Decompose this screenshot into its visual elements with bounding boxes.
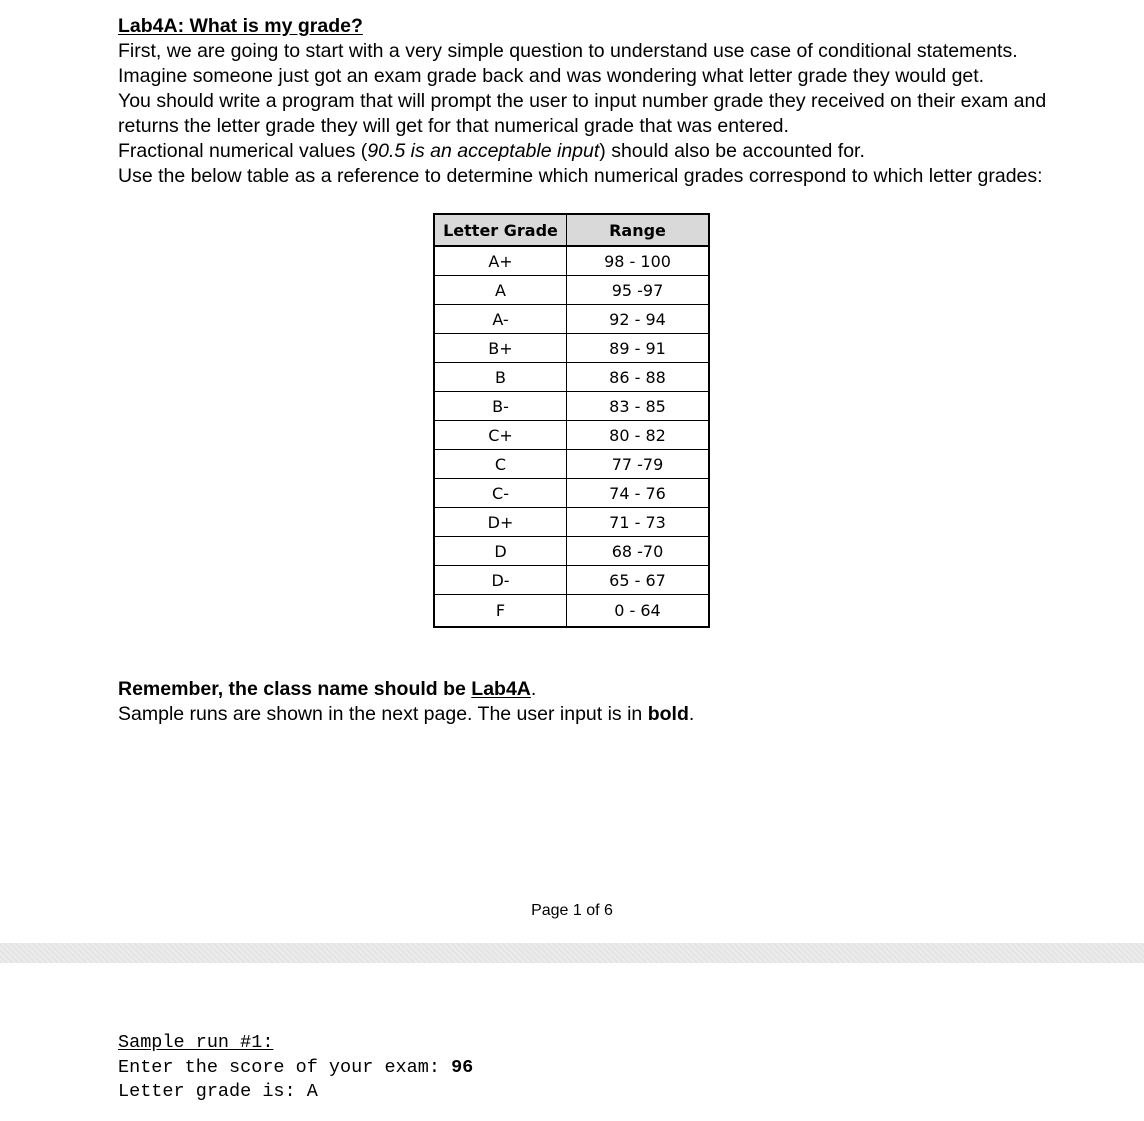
table-intro: Use the below table as a reference to determine which numerical grades correspond to which letter grades: xyxy=(118,165,1043,187)
remember-note xyxy=(118,677,694,727)
range-cell: 71 - 73 xyxy=(567,508,710,537)
sample-runs-bold: bold xyxy=(647,703,689,725)
header-letter-grade: Letter Grade xyxy=(434,214,567,246)
class-name-period: . xyxy=(530,678,537,700)
page-separator xyxy=(0,943,1144,963)
table-header-row xyxy=(434,214,709,246)
intro-line-4: returns the letter grade they will get for that numerical grade that was entered. xyxy=(118,115,789,137)
letter-cell: D xyxy=(434,537,567,566)
class-name-note xyxy=(118,677,694,702)
range-cell: 92 - 94 xyxy=(567,305,710,334)
sample-run-block xyxy=(118,1031,473,1105)
range-cell: 86 - 88 xyxy=(567,363,710,392)
intro-line-3: You should write a program that will prompt the user to input number grade they received on their exam and xyxy=(118,90,1047,112)
class-name-note-text: Remember, the class name should be xyxy=(118,678,472,700)
document-page-2 xyxy=(0,963,1144,1121)
range-cell: 65 - 67 xyxy=(567,566,710,595)
class-name: Lab4A xyxy=(471,678,531,700)
sample-run-prompt-line xyxy=(118,1056,473,1081)
sample-run-result: Letter grade is: A xyxy=(118,1081,318,1102)
table-row xyxy=(434,450,709,479)
letter-cell: A xyxy=(434,276,567,305)
lab-title: Lab4A: What is my grade? xyxy=(118,15,363,37)
range-cell: 89 - 91 xyxy=(567,334,710,363)
fractional-note-example: 90.5 is an acceptable input xyxy=(367,140,600,162)
sample-runs-note xyxy=(118,702,694,727)
letter-cell: C- xyxy=(434,479,567,508)
table-row xyxy=(434,595,709,628)
range-cell: 83 - 85 xyxy=(567,392,710,421)
prompt-text: Enter the score of your exam: xyxy=(118,1056,452,1078)
fractional-note xyxy=(118,139,1128,164)
table-row xyxy=(434,334,709,363)
sample-run-heading: Sample run #1: xyxy=(118,1032,274,1053)
range-cell: 74 - 76 xyxy=(567,479,710,508)
range-cell: 95 -97 xyxy=(567,276,710,305)
header-range: Range xyxy=(567,214,710,246)
table-row xyxy=(434,305,709,334)
range-cell: 80 - 82 xyxy=(567,421,710,450)
letter-cell: A+ xyxy=(434,246,567,276)
sample-runs-note-text: Sample runs are shown in the next page. The user input is in xyxy=(118,703,648,725)
table-row xyxy=(434,363,709,392)
table-row xyxy=(434,479,709,508)
table-row xyxy=(434,566,709,595)
table-row xyxy=(434,421,709,450)
letter-cell: B+ xyxy=(434,334,567,363)
fractional-note-post: ) should also be accounted for. xyxy=(599,140,865,162)
intro-line-2: Imagine someone just got an exam grade back and was wondering what letter grade they would get. xyxy=(118,65,985,87)
table-row xyxy=(434,246,709,276)
page-number: Page 1 of 6 xyxy=(531,902,613,919)
user-input: 96 xyxy=(451,1056,474,1078)
letter-cell: B- xyxy=(434,392,567,421)
letter-cell: C xyxy=(434,450,567,479)
letter-cell: C+ xyxy=(434,421,567,450)
range-cell: 77 -79 xyxy=(567,450,710,479)
table-row xyxy=(434,537,709,566)
letter-cell: B xyxy=(434,363,567,392)
letter-cell: A- xyxy=(434,305,567,334)
fractional-note-pre: Fractional numerical values ( xyxy=(118,140,368,162)
lab-description xyxy=(118,14,1128,189)
range-cell: 0 - 64 xyxy=(567,595,710,628)
table-row xyxy=(434,276,709,305)
range-cell: 98 - 100 xyxy=(567,246,710,276)
letter-cell: D+ xyxy=(434,508,567,537)
table-row xyxy=(434,392,709,421)
letter-cell: F xyxy=(434,595,567,628)
letter-cell: D- xyxy=(434,566,567,595)
range-cell: 68 -70 xyxy=(567,537,710,566)
grade-table xyxy=(433,213,710,628)
table-row xyxy=(434,508,709,537)
intro-line-1: First, we are going to start with a very simple question to understand use case of conditional statements. xyxy=(118,40,1018,62)
sample-runs-period: . xyxy=(688,703,695,725)
